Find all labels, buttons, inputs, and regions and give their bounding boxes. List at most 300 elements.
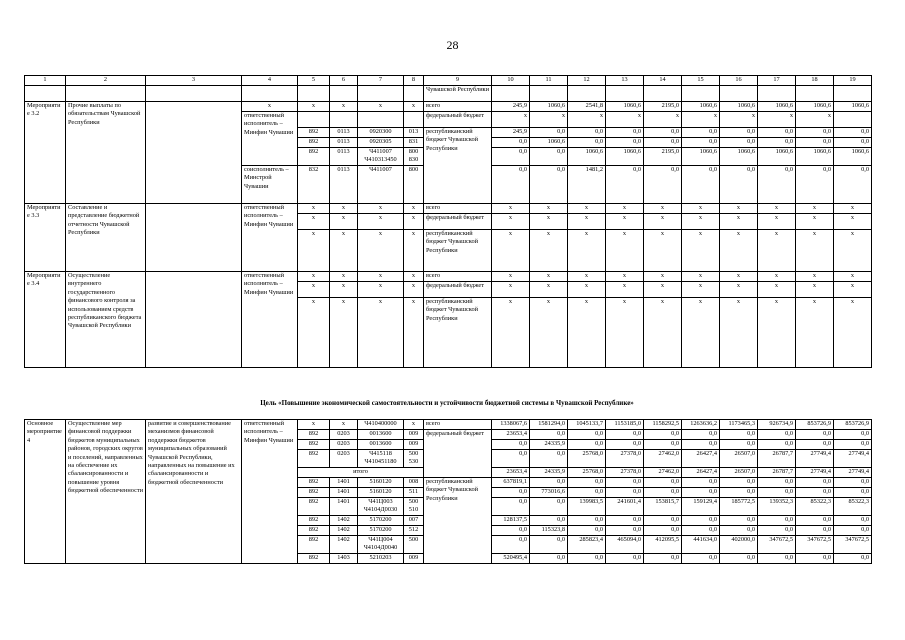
csr-code: Ч41Ц003 Ч4104Д0030 — [358, 498, 404, 516]
value-cell: 0,0 — [644, 430, 682, 440]
value-cell: x — [834, 282, 872, 298]
value-cell: 25768,0 — [568, 468, 606, 478]
funding-source: республиканский бюджет Чувашской Республики — [424, 128, 492, 204]
value-cell: 0,0 — [720, 526, 758, 536]
value-cell: 0,0 — [834, 440, 872, 450]
value-cell: 0,0 — [720, 554, 758, 564]
value-cell: 27378,0 — [606, 450, 644, 468]
value-cell: x — [758, 298, 796, 368]
csr-code: Ч411007 Ч410313450 — [358, 148, 404, 166]
funding-source: всего — [424, 420, 492, 430]
funding-source: всего — [424, 272, 492, 282]
rzpr-code: 0113 — [330, 148, 358, 166]
grbs-code: 892 — [298, 478, 330, 488]
value-cell: x — [568, 282, 606, 298]
value-cell: x — [720, 298, 758, 368]
value-cell: x — [796, 272, 834, 282]
column-header: 6 — [330, 76, 358, 86]
value-cell: 0,0 — [530, 516, 568, 526]
value-cell: 2195,0 — [644, 102, 682, 112]
value-cell: 27378,0 — [606, 468, 644, 478]
code-cell: x — [404, 420, 424, 430]
value-cell: 0,0 — [606, 440, 644, 450]
value-cell: x — [758, 214, 796, 230]
value-cell: 0,0 — [720, 488, 758, 498]
value-cell: 0,0 — [606, 526, 644, 536]
rzpr-code: 1402 — [330, 536, 358, 554]
rzpr-code: 0113 — [330, 166, 358, 204]
value-cell: x — [492, 230, 530, 272]
table-row — [25, 204, 872, 214]
value-cell: 0,0 — [796, 166, 834, 204]
csr-code: Ч410400000 — [358, 420, 404, 430]
value-cell: 0,0 — [492, 166, 530, 204]
value-cell: x — [492, 272, 530, 282]
vr-code: 800 — [404, 166, 424, 204]
value-cell: 1060,6 — [530, 138, 568, 148]
table-cell — [682, 86, 720, 102]
value-cell: x — [720, 272, 758, 282]
vr-code: 512 — [404, 526, 424, 536]
value-cell: 0,0 — [568, 430, 606, 440]
value-cell: 1060,6 — [796, 148, 834, 166]
value-cell: x — [492, 282, 530, 298]
value-cell: 1060,6 — [682, 102, 720, 112]
grbs-code: 892 — [298, 488, 330, 498]
value-cell: 0,0 — [568, 128, 606, 138]
value-cell: 27462,0 — [644, 468, 682, 478]
grbs-code: 892 — [298, 498, 330, 516]
code-cell: x — [298, 298, 330, 368]
value-cell: 412095,5 — [644, 536, 682, 554]
value-cell: 1481,2 — [568, 166, 606, 204]
value-cell: x — [530, 282, 568, 298]
measure-label: Мероприятие 3.2 — [25, 102, 66, 204]
value-cell: 0,0 — [644, 516, 682, 526]
value-cell: 0,0 — [720, 478, 758, 488]
table-cell — [25, 86, 66, 102]
value-cell: 23653,4 — [492, 430, 530, 440]
code-cell: x — [298, 420, 330, 430]
table-cell — [644, 86, 682, 102]
value-cell: x — [682, 298, 720, 368]
table-cell — [758, 86, 796, 102]
value-cell: x — [682, 230, 720, 272]
value-cell: x — [796, 204, 834, 214]
vr-code — [404, 112, 424, 128]
column-header: 13 — [606, 76, 644, 86]
value-cell: x — [492, 298, 530, 368]
value-cell: 0,0 — [796, 554, 834, 564]
value-cell: 23653,4 — [492, 468, 530, 478]
value-cell: 27462,0 — [644, 450, 682, 468]
measure-title: Осуществление внутреннего государственного финансового контроля за использованием средств республиканского бюджета Чувашской Республики — [66, 272, 146, 368]
value-cell: 347672,5 — [758, 536, 796, 554]
column-header: 18 — [796, 76, 834, 86]
table-cell — [146, 86, 242, 102]
value-cell: 0,0 — [758, 488, 796, 498]
csr-code: 5170200 — [358, 526, 404, 536]
value-cell: x — [682, 112, 720, 128]
value-cell: 0,0 — [606, 430, 644, 440]
value-cell: 27749,4 — [796, 468, 834, 478]
value-cell: 0,0 — [644, 526, 682, 536]
column-header: 8 — [404, 76, 424, 86]
value-cell: x — [530, 298, 568, 368]
value-cell: 0,0 — [644, 488, 682, 498]
value-cell: 139352,3 — [758, 498, 796, 516]
value-cell: 1060,6 — [834, 148, 872, 166]
value-cell: 0,0 — [492, 488, 530, 498]
value-cell: 0,0 — [758, 478, 796, 488]
value-cell: x — [720, 204, 758, 214]
value-cell: 0,0 — [568, 478, 606, 488]
value-cell: x — [834, 230, 872, 272]
value-cell: 27749,4 — [834, 468, 872, 478]
value-cell: 0,0 — [796, 478, 834, 488]
value-cell: x — [530, 204, 568, 214]
value-cell: x — [492, 214, 530, 230]
value-cell: 1060,6 — [758, 102, 796, 112]
csr-code: 5170200 — [358, 516, 404, 526]
value-cell: 159129,4 — [682, 498, 720, 516]
value-cell: 0,0 — [758, 138, 796, 148]
value-cell: 0,0 — [834, 138, 872, 148]
value-cell: 0,0 — [568, 440, 606, 450]
grbs-code: 892 — [298, 516, 330, 526]
csr-code — [358, 112, 404, 128]
table-cell — [720, 86, 758, 102]
indicator-text: развитие и совершенствование механизмов финансовой поддержки бюджетов муниципальных образований Чувашской Республики, направленных на повышение их сбалансированности и бюджетной обеспеченности — [146, 420, 242, 564]
value-cell: 0,0 — [682, 430, 720, 440]
value-cell: 1158292,5 — [644, 420, 682, 430]
value-cell: 1060,6 — [682, 148, 720, 166]
value-cell: 0,0 — [682, 488, 720, 498]
value-cell: 153815,7 — [644, 498, 682, 516]
value-cell: 26787,7 — [758, 450, 796, 468]
rzpr-code: 0203 — [330, 430, 358, 440]
indicator-cell — [146, 272, 242, 368]
responsible-executor: ответственный исполнитель – Минфин Чувашии — [242, 112, 298, 166]
funding-source: федеральный бюджет — [424, 282, 492, 298]
csr-code: Ч415118 Ч410451180 — [358, 450, 404, 468]
code-cell: x — [404, 272, 424, 282]
code-cell: x — [330, 420, 358, 430]
column-header: 17 — [758, 76, 796, 86]
value-cell: 1153185,0 — [606, 420, 644, 430]
code-cell: x — [298, 282, 330, 298]
value-cell: 0,0 — [720, 128, 758, 138]
grbs-code — [298, 112, 330, 128]
funding-source: республиканский бюджет Чувашской Республики — [424, 478, 492, 564]
value-cell: 0,0 — [530, 536, 568, 554]
value-cell: 0,0 — [606, 128, 644, 138]
value-cell: x — [568, 272, 606, 282]
value-cell: 0,0 — [682, 440, 720, 450]
goal-heading: Цель «Повышение экономической самостоятельности и устойчивости бюджетной системы в Чувашской Республике» — [260, 399, 634, 407]
value-cell: x — [644, 230, 682, 272]
value-cell: 0,0 — [682, 478, 720, 488]
indicator-cell — [146, 102, 242, 204]
value-cell: x — [530, 230, 568, 272]
rzpr-code: 1403 — [330, 554, 358, 564]
value-cell: x — [682, 282, 720, 298]
table-cell — [568, 86, 606, 102]
value-cell: 0,0 — [834, 478, 872, 488]
value-cell: 1060,6 — [796, 102, 834, 112]
subtotal-label: итого — [298, 468, 424, 478]
value-cell: 0,0 — [644, 128, 682, 138]
column-header: 4 — [242, 76, 298, 86]
value-cell: 0,0 — [492, 536, 530, 554]
value-cell: 0,0 — [530, 498, 568, 516]
code-cell: x — [330, 282, 358, 298]
funding-source: всего — [424, 204, 492, 214]
table-row — [25, 102, 872, 112]
value-cell: x — [568, 112, 606, 128]
value-cell: 0,0 — [796, 516, 834, 526]
code-cell: x — [330, 272, 358, 282]
value-cell: 0,0 — [834, 488, 872, 498]
value-cell: 185772,5 — [720, 498, 758, 516]
grbs-code: 892 — [298, 554, 330, 564]
value-cell: 0,0 — [796, 526, 834, 536]
value-cell: x — [796, 214, 834, 230]
value-cell: x — [834, 298, 872, 368]
value-cell: 637819,1 — [492, 478, 530, 488]
value-cell: 520495,4 — [492, 554, 530, 564]
csr-code: 0013600 — [358, 430, 404, 440]
value-cell: 0,0 — [682, 526, 720, 536]
column-header: 14 — [644, 76, 682, 86]
value-cell: 1581294,0 — [530, 420, 568, 430]
value-cell: 27749,4 — [834, 450, 872, 468]
value-cell: 1060,6 — [530, 102, 568, 112]
value-cell: x — [568, 204, 606, 214]
rzpr-code: 1402 — [330, 526, 358, 536]
vr-code: 500 510 — [404, 498, 424, 516]
page-number: 28 — [446, 38, 459, 52]
measure-title: Прочие выплаты по обязательствам Чувашской Республики — [66, 102, 146, 204]
value-cell: 1338067,6 — [492, 420, 530, 430]
vr-code: 500 530 — [404, 450, 424, 468]
value-cell: 0,0 — [834, 516, 872, 526]
value-cell: 0,0 — [682, 166, 720, 204]
csr-code: 0920300 — [358, 128, 404, 138]
value-cell: x — [606, 230, 644, 272]
value-cell: x — [644, 298, 682, 368]
value-cell: x — [682, 272, 720, 282]
rzpr-code: x — [330, 102, 358, 112]
value-cell: x — [606, 282, 644, 298]
value-cell: x — [682, 204, 720, 214]
value-cell: x — [796, 282, 834, 298]
measure-label: Основное мероприятие 4 — [25, 420, 66, 564]
value-cell: 85322,3 — [796, 498, 834, 516]
funding-source: всего — [424, 102, 492, 112]
value-cell: 0,0 — [568, 516, 606, 526]
value-cell: 0,0 — [720, 516, 758, 526]
value-cell: 0,0 — [758, 440, 796, 450]
measure-title: Осуществление мер финансовой поддержки бюджетов муниципальных районов, городских округов и поселений, направленных на обеспечение их сбалансированности и повышение уровня бюджетной обеспеченности — [66, 420, 146, 564]
value-cell: 0,0 — [796, 138, 834, 148]
value-cell: 0,0 — [834, 430, 872, 440]
csr-code: x — [358, 102, 404, 112]
measure-label: Мероприятие 3.4 — [25, 272, 66, 368]
value-cell: 245,9 — [492, 102, 530, 112]
value-cell: 0,0 — [492, 498, 530, 516]
value-cell: 0,0 — [796, 128, 834, 138]
code-cell: x — [358, 214, 404, 230]
value-cell: 26427,4 — [682, 450, 720, 468]
column-header: 7 — [358, 76, 404, 86]
value-cell: 0,0 — [606, 478, 644, 488]
responsible-executor: x — [242, 102, 298, 112]
value-cell: 0,0 — [568, 138, 606, 148]
value-cell: x — [530, 272, 568, 282]
column-header: 5 — [298, 76, 330, 86]
value-cell: 139983,5 — [568, 498, 606, 516]
csr-code: 5210203 — [358, 554, 404, 564]
value-cell: 0,0 — [530, 554, 568, 564]
value-cell: x — [834, 272, 872, 282]
table-cell — [404, 86, 424, 102]
table-cell — [330, 86, 358, 102]
value-cell: x — [758, 272, 796, 282]
value-cell: x — [606, 112, 644, 128]
value-cell: x — [834, 204, 872, 214]
value-cell: 0,0 — [568, 488, 606, 498]
vr-code: 008 — [404, 478, 424, 488]
grbs-code: 892 — [298, 536, 330, 554]
code-cell: x — [358, 230, 404, 272]
value-cell: x — [834, 214, 872, 230]
value-cell: 0,0 — [644, 440, 682, 450]
value-cell: 24335,9 — [530, 440, 568, 450]
csr-code: Ч411007 — [358, 166, 404, 204]
code-cell: x — [404, 214, 424, 230]
value-cell: x — [644, 112, 682, 128]
value-cell: 0,0 — [682, 516, 720, 526]
value-cell: 27749,4 — [796, 450, 834, 468]
value-cell: 0,0 — [834, 526, 872, 536]
value-cell: 0,0 — [758, 430, 796, 440]
value-cell: 0,0 — [720, 430, 758, 440]
code-cell: x — [404, 282, 424, 298]
value-cell: 0,0 — [530, 450, 568, 468]
grbs-code: 892 — [298, 430, 330, 440]
value-cell: 85322,3 — [834, 498, 872, 516]
value-cell: x — [758, 112, 796, 128]
value-cell: 245,9 — [492, 128, 530, 138]
value-cell: x — [644, 282, 682, 298]
value-cell: 0,0 — [644, 166, 682, 204]
code-cell: x — [404, 298, 424, 368]
value-cell: 853726,9 — [834, 420, 872, 430]
rzpr-code: 1401 — [330, 488, 358, 498]
value-cell: x — [758, 204, 796, 214]
funding-source: федеральный бюджет — [424, 430, 492, 478]
value-cell: 26507,0 — [720, 450, 758, 468]
code-cell: x — [358, 204, 404, 214]
table-cell — [796, 86, 834, 102]
code-cell: x — [330, 214, 358, 230]
value-cell: 0,0 — [644, 554, 682, 564]
value-cell: x — [758, 282, 796, 298]
table-cell — [298, 86, 330, 102]
grbs-code: x — [298, 102, 330, 112]
value-cell: 0,0 — [758, 166, 796, 204]
value-cell: 1060,6 — [720, 102, 758, 112]
value-cell: x — [720, 282, 758, 298]
program-table-top — [24, 75, 872, 368]
code-cell: x — [298, 204, 330, 214]
vr-code: 009 — [404, 554, 424, 564]
value-cell: 0,0 — [606, 516, 644, 526]
value-cell: 441634,0 — [682, 536, 720, 554]
value-cell: x — [530, 112, 568, 128]
value-cell: 115323,8 — [530, 526, 568, 536]
value-cell: 0,0 — [568, 554, 606, 564]
table-cell — [834, 86, 872, 102]
value-cell: 1045133,7 — [568, 420, 606, 430]
value-cell: 1060,6 — [568, 148, 606, 166]
value-cell: 0,0 — [758, 128, 796, 138]
value-cell: 1060,6 — [758, 148, 796, 166]
value-cell: x — [492, 112, 530, 128]
value-cell: 0,0 — [720, 440, 758, 450]
responsible-executor: ответственный исполнитель – Минфин Чувашии — [242, 204, 298, 272]
value-cell: 0,0 — [492, 148, 530, 166]
value-cell: x — [492, 204, 530, 214]
value-cell: 926734,9 — [758, 420, 796, 430]
responsible-executor: ответственный исполнитель – Минфин Чувашии — [242, 272, 298, 368]
rzpr-code: 0113 — [330, 128, 358, 138]
value-cell: 0,0 — [606, 166, 644, 204]
value-cell: 1060,6 — [834, 102, 872, 112]
value-cell: x — [720, 112, 758, 128]
grbs-code: 892 — [298, 128, 330, 138]
vr-code: 007 — [404, 516, 424, 526]
value-cell: 25768,0 — [568, 450, 606, 468]
csr-code: Ч41Ц004 Ч4104Д0040 — [358, 536, 404, 554]
indicator-cell — [146, 204, 242, 272]
value-cell: 241601,4 — [606, 498, 644, 516]
value-cell: 0,0 — [606, 488, 644, 498]
value-cell: 0,0 — [834, 554, 872, 564]
value-cell: 0,0 — [682, 138, 720, 148]
code-cell: x — [404, 230, 424, 272]
value-cell: x — [682, 214, 720, 230]
value-cell: 0,0 — [568, 526, 606, 536]
value-cell: 465094,0 — [606, 536, 644, 554]
value-cell: x — [606, 272, 644, 282]
value-cell: 0,0 — [530, 148, 568, 166]
column-header: 16 — [720, 76, 758, 86]
value-cell: x — [796, 298, 834, 368]
value-cell: x — [606, 298, 644, 368]
table-row — [25, 420, 872, 430]
value-cell: 0,0 — [796, 430, 834, 440]
value-cell: 0,0 — [758, 554, 796, 564]
rzpr-code: 1401 — [330, 498, 358, 516]
code-cell: x — [298, 230, 330, 272]
value-cell: 1263636,2 — [682, 420, 720, 430]
code-cell: x — [298, 214, 330, 230]
value-cell — [834, 112, 872, 128]
code-cell: x — [330, 230, 358, 272]
rzpr-code: 0203 — [330, 450, 358, 468]
